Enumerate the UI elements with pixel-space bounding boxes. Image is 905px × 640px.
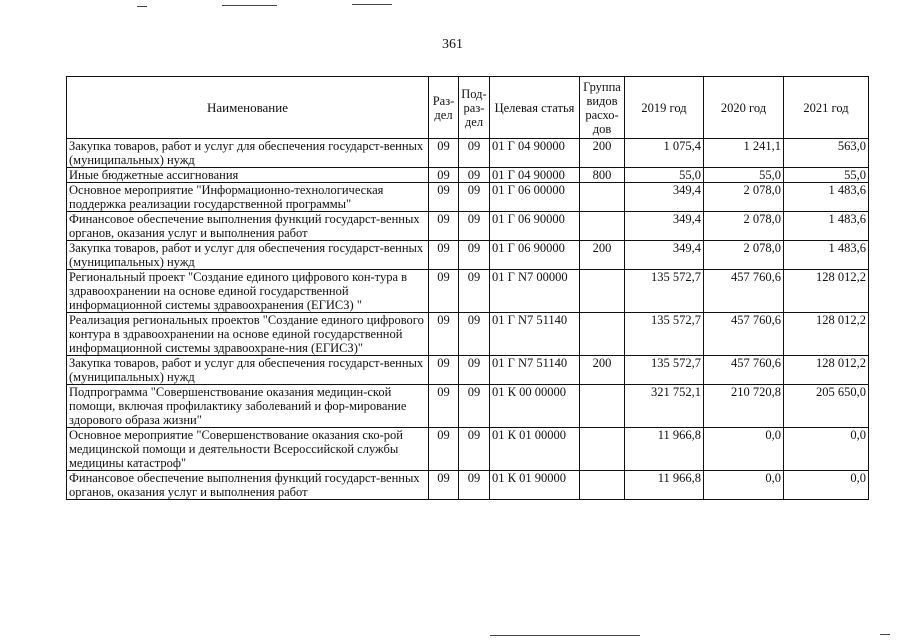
- row-amount-2021: 0,0: [784, 471, 869, 500]
- row-amount-2020: 457 760,6: [704, 356, 784, 385]
- page-number: 361: [442, 37, 463, 52]
- row-name: Иные бюджетные ассигнования: [67, 168, 429, 183]
- row-subsection: 09: [459, 183, 490, 212]
- row-target-article: 01 К 01 00000: [490, 428, 580, 471]
- row-amount-2019: 349,4: [625, 183, 704, 212]
- row-target-article: 01 Г 06 90000: [490, 241, 580, 270]
- row-target-article: 01 Г N7 51140: [490, 313, 580, 356]
- row-subsection: 09: [459, 313, 490, 356]
- table-row: [67, 471, 869, 500]
- row-name: Закупка товаров, работ и услуг для обеспечения государст-венных (муниципальных) нужд: [67, 241, 429, 270]
- row-target-article: 01 Г N7 51140: [490, 356, 580, 385]
- row-amount-2021: 128 012,2: [784, 313, 869, 356]
- row-section: 09: [429, 168, 459, 183]
- row-target-article: 01 К 01 90000: [490, 471, 580, 500]
- row-section: 09: [429, 313, 459, 356]
- row-expense-group: [580, 183, 625, 212]
- scan-artifact: [880, 634, 890, 635]
- table-row: [67, 139, 869, 168]
- row-name: Финансовое обеспечение выполнения функций государст-венных органов, оказания услуг и выполнения работ: [67, 471, 429, 500]
- row-subsection: 09: [459, 471, 490, 500]
- row-section: 09: [429, 428, 459, 471]
- row-expense-group: [580, 428, 625, 471]
- row-subsection: 09: [459, 139, 490, 168]
- row-section: 09: [429, 139, 459, 168]
- row-subsection: 09: [459, 212, 490, 241]
- header-year-2020: 2020 год: [704, 77, 784, 139]
- row-target-article: 01 Г 06 90000: [490, 212, 580, 241]
- row-subsection: 09: [459, 270, 490, 313]
- row-amount-2021: 1 483,6: [784, 241, 869, 270]
- row-amount-2020: 2 078,0: [704, 241, 784, 270]
- row-amount-2021: 0,0: [784, 428, 869, 471]
- row-amount-2021: 1 483,6: [784, 183, 869, 212]
- row-expense-group: 800: [580, 168, 625, 183]
- header-subsection: Под-раз-дел: [459, 77, 490, 139]
- header-year-2021: 2021 год: [784, 77, 869, 139]
- header-section: Раз-дел: [429, 77, 459, 139]
- header-year-2019: 2019 год: [625, 77, 704, 139]
- table-row: [67, 212, 869, 241]
- row-target-article: 01 К 00 00000: [490, 385, 580, 428]
- scan-artifact: [222, 5, 277, 6]
- row-expense-group: [580, 385, 625, 428]
- header-expense-group: Группа видов расхо-дов: [580, 77, 625, 139]
- row-section: 09: [429, 241, 459, 270]
- table-row: [67, 313, 869, 356]
- row-amount-2021: 55,0: [784, 168, 869, 183]
- row-target-article: 01 Г 06 00000: [490, 183, 580, 212]
- budget-table: [66, 76, 869, 500]
- row-section: 09: [429, 183, 459, 212]
- table-row: [67, 168, 869, 183]
- row-amount-2019: 11 966,8: [625, 471, 704, 500]
- table-row: [67, 270, 869, 313]
- row-section: 09: [429, 270, 459, 313]
- scan-artifact: [137, 6, 147, 7]
- row-target-article: 01 Г N7 00000: [490, 270, 580, 313]
- row-amount-2020: 0,0: [704, 471, 784, 500]
- row-expense-group: 200: [580, 139, 625, 168]
- row-expense-group: [580, 270, 625, 313]
- row-amount-2021: 205 650,0: [784, 385, 869, 428]
- row-amount-2019: 55,0: [625, 168, 704, 183]
- header-name: Наименование: [67, 77, 429, 139]
- row-amount-2019: 135 572,7: [625, 270, 704, 313]
- table-row: [67, 428, 869, 471]
- row-name: Закупка товаров, работ и услуг для обеспечения государст-венных (муниципальных) нужд: [67, 356, 429, 385]
- row-name: Реализация региональных проектов "Создание единого цифрового контура в здравоохранении на основе единой государственной информационной системы здравоохране-ния (ЕГИСЗ)": [67, 313, 429, 356]
- row-expense-group: [580, 212, 625, 241]
- row-amount-2020: 55,0: [704, 168, 784, 183]
- row-amount-2021: 128 012,2: [784, 270, 869, 313]
- header-target-article: Целевая статья: [490, 77, 580, 139]
- row-amount-2021: 1 483,6: [784, 212, 869, 241]
- row-amount-2019: 11 966,8: [625, 428, 704, 471]
- row-amount-2019: 349,4: [625, 241, 704, 270]
- row-amount-2019: 321 752,1: [625, 385, 704, 428]
- row-section: 09: [429, 212, 459, 241]
- scan-artifact: [352, 4, 392, 5]
- row-amount-2019: 135 572,7: [625, 356, 704, 385]
- row-section: 09: [429, 356, 459, 385]
- row-amount-2019: 1 075,4: [625, 139, 704, 168]
- row-section: 09: [429, 471, 459, 500]
- row-amount-2019: 135 572,7: [625, 313, 704, 356]
- row-expense-group: 200: [580, 241, 625, 270]
- row-name: Закупка товаров, работ и услуг для обеспечения государст-венных (муниципальных) нужд: [67, 139, 429, 168]
- row-amount-2021: 563,0: [784, 139, 869, 168]
- row-amount-2020: 2 078,0: [704, 212, 784, 241]
- row-name: Региональный проект "Создание единого цифрового кон-тура в здравоохранении на основе единой государственной информационной системы здравоохранения (ЕГИСЗ) ": [67, 270, 429, 313]
- row-amount-2020: 210 720,8: [704, 385, 784, 428]
- row-name: Основное мероприятие "Совершенствование оказания ско-рой медицинской помощи и деятельности Всероссийской службы медицины катастроф": [67, 428, 429, 471]
- row-section: 09: [429, 385, 459, 428]
- row-subsection: 09: [459, 428, 490, 471]
- row-amount-2020: 457 760,6: [704, 270, 784, 313]
- row-name: Финансовое обеспечение выполнения функций государст-венных органов, оказания услуг и выполнения работ: [67, 212, 429, 241]
- row-target-article: 01 Г 04 90000: [490, 139, 580, 168]
- row-amount-2020: 2 078,0: [704, 183, 784, 212]
- row-amount-2020: 1 241,1: [704, 139, 784, 168]
- row-expense-group: [580, 313, 625, 356]
- table-row: [67, 356, 869, 385]
- row-expense-group: [580, 471, 625, 500]
- table-row: [67, 241, 869, 270]
- table-row: [67, 385, 869, 428]
- row-amount-2021: 128 012,2: [784, 356, 869, 385]
- scan-artifact: [490, 635, 640, 636]
- row-name: Подпрограмма "Совершенствование оказания медицин-ской помощи, включая профилактику заболеваний и фор-мирование здорового образа жизни": [67, 385, 429, 428]
- row-subsection: 09: [459, 168, 490, 183]
- table-row: [67, 183, 869, 212]
- row-subsection: 09: [459, 356, 490, 385]
- row-target-article: 01 Г 04 90000: [490, 168, 580, 183]
- row-amount-2020: 0,0: [704, 428, 784, 471]
- row-subsection: 09: [459, 385, 490, 428]
- row-expense-group: 200: [580, 356, 625, 385]
- row-subsection: 09: [459, 241, 490, 270]
- row-amount-2019: 349,4: [625, 212, 704, 241]
- table-header-row: [67, 77, 869, 139]
- row-amount-2020: 457 760,6: [704, 313, 784, 356]
- row-name: Основное мероприятие "Информационно-технологическая поддержка реализации государственной программы": [67, 183, 429, 212]
